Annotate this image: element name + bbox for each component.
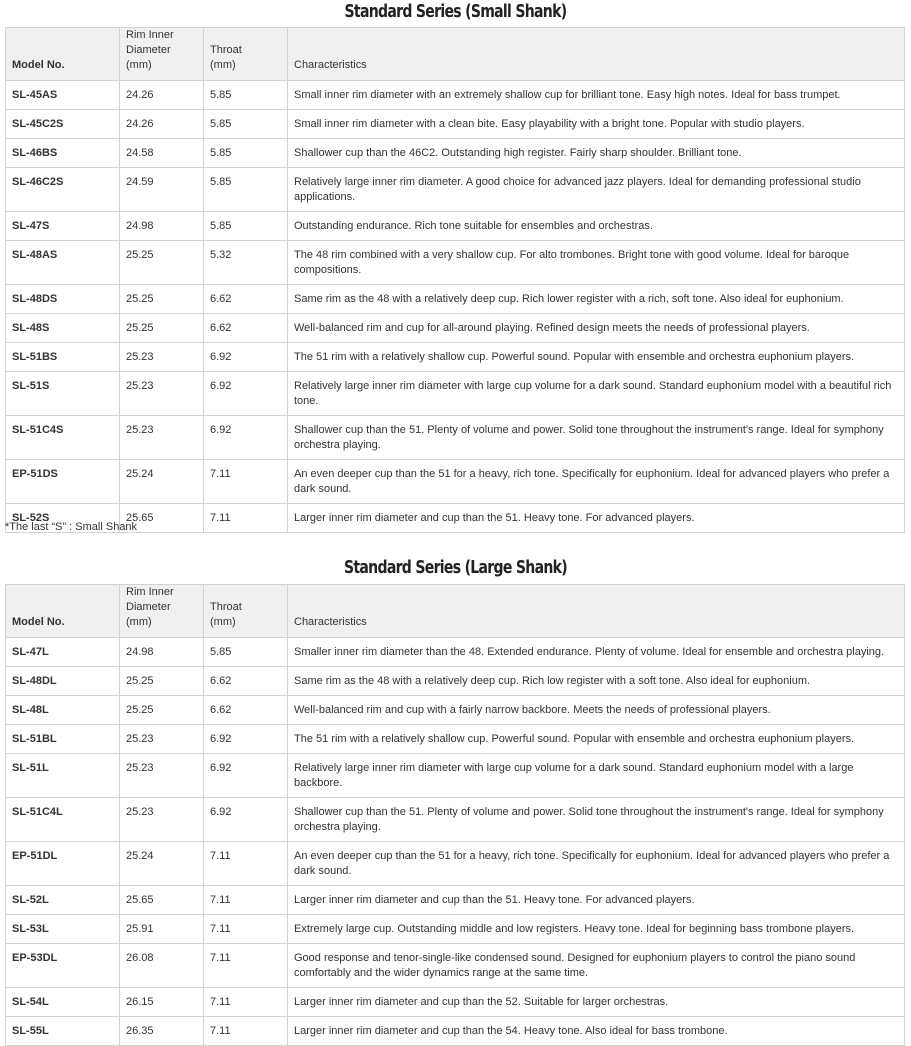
model-cell: SL-47S [6,212,120,241]
rim-diameter-cell: 25.23 [120,343,204,372]
table-row [6,988,905,1017]
characteristics-cell: Larger inner rim diameter and cup than the 52. Suitable for larger orchestras. [288,988,905,1017]
characteristics-cell: Larger inner rim diameter and cup than the 51. Heavy tone. For advanced players. [288,886,905,915]
model-cell: SL-46BS [6,139,120,168]
table-row [6,372,905,416]
model-cell: EP-51DS [6,460,120,504]
model-cell: SL-51C4L [6,798,120,842]
rim-diameter-cell: 24.59 [120,168,204,212]
model-cell: SL-51BL [6,725,120,754]
model-cell: SL-48DL [6,667,120,696]
header-throat-line2: (mm) [210,59,236,71]
rim-diameter-cell: 24.58 [120,139,204,168]
throat-cell: 6.62 [204,696,288,725]
table-row [6,314,905,343]
model-cell: SL-52S [6,504,120,533]
table-row [6,285,905,314]
throat-cell: 5.85 [204,212,288,241]
table-row [6,1017,905,1046]
characteristics-cell: An even deeper cup than the 51 for a heavy, rich tone. Specifically for euphonium. Ideal for advanced players who prefer a dark sound. [288,460,905,504]
header-rim-line1: Rim Inner [126,586,174,598]
table-row [6,81,905,110]
table-row [6,798,905,842]
small-shank-note: *The last “S” : Small Shank [5,521,138,533]
rim-diameter-cell: 24.26 [120,81,204,110]
throat-cell: 7.11 [204,944,288,988]
header-throat [204,28,288,81]
table-row [6,638,905,667]
rim-diameter-cell: 25.25 [120,667,204,696]
characteristics-cell: Shallower cup than the 46C2. Outstanding high register. Fairly sharp shoulder. Brilliant tone. [288,139,905,168]
header-rim-diameter [120,585,204,638]
header-characteristics: Characteristics [288,585,905,638]
characteristics-cell: The 51 rim with a relatively shallow cup. Powerful sound. Popular with ensemble and orchestra euphonium players. [288,725,905,754]
characteristics-cell: Smaller inner rim diameter than the 48. Extended endurance. Plenty of volume. Ideal for ensemble and orchestra playing. [288,638,905,667]
table-row [6,139,905,168]
throat-cell: 5.85 [204,638,288,667]
model-cell: SL-46C2S [6,168,120,212]
characteristics-cell: An even deeper cup than the 51 for a heavy, rich tone. Specifically for euphonium. Ideal for advanced players who prefer a dark sound. [288,842,905,886]
table-row [6,842,905,886]
rim-diameter-cell: 25.25 [120,696,204,725]
table-row [6,696,905,725]
header-throat-line1: Throat [210,601,242,613]
small-shank-table [5,27,905,533]
characteristics-cell: Relatively large inner rim diameter with large cup volume for a dark sound. Standard euphonium model with a beautiful rich tone. [288,372,905,416]
model-cell: SL-47L [6,638,120,667]
rim-diameter-cell: 24.98 [120,212,204,241]
large-shank-rows [6,638,905,1046]
model-cell: SL-48S [6,314,120,343]
rim-diameter-cell: 25.91 [120,915,204,944]
header-rim-line2: Diameter (mm) [126,601,171,628]
throat-cell: 6.62 [204,667,288,696]
header-rim-line1: Rim Inner [126,29,174,41]
throat-cell: 7.11 [204,988,288,1017]
characteristics-cell: The 48 rim combined with a very shallow cup. For alto trombones. Bright tone with good volume. Ideal for baroque compositions. [288,241,905,285]
model-cell: EP-53DL [6,944,120,988]
table-row [6,667,905,696]
characteristics-cell: Well-balanced rim and cup with a fairly narrow backbore. Meets the needs of professional players. [288,696,905,725]
table-header-row [6,28,905,81]
throat-cell: 6.92 [204,372,288,416]
header-throat [204,585,288,638]
model-cell: SL-45C2S [6,110,120,139]
throat-cell: 7.11 [204,886,288,915]
throat-cell: 5.85 [204,110,288,139]
throat-cell: 7.11 [204,504,288,533]
throat-cell: 6.92 [204,343,288,372]
throat-cell: 6.92 [204,754,288,798]
throat-cell: 6.92 [204,416,288,460]
rim-diameter-cell: 26.08 [120,944,204,988]
rim-diameter-cell: 26.35 [120,1017,204,1046]
table-row [6,416,905,460]
characteristics-cell: Shallower cup than the 51. Plenty of volume and power. Solid tone throughout the instrument's range. Ideal for symphony orchestra playing. [288,798,905,842]
rim-diameter-cell: 25.65 [120,886,204,915]
rim-diameter-cell: 26.15 [120,988,204,1017]
small-shank-rows [6,81,905,533]
model-cell: SL-51C4S [6,416,120,460]
table-row [6,212,905,241]
section-title-small-shank: Standard Series (Small Shank) [344,1,567,22]
table-row [6,241,905,285]
throat-cell: 5.85 [204,81,288,110]
section-title-large-shank: Standard Series (Large Shank) [343,557,568,578]
table-row [6,725,905,754]
rim-diameter-cell: 24.98 [120,638,204,667]
large-shank-table [5,584,905,1046]
table-row [6,915,905,944]
characteristics-cell: Well-balanced rim and cup for all-around playing. Refined design meets the needs of professional players. [288,314,905,343]
table-row [6,886,905,915]
throat-cell: 6.62 [204,285,288,314]
model-cell: SL-48L [6,696,120,725]
characteristics-cell: The 51 rim with a relatively shallow cup. Powerful sound. Popular with ensemble and orchestra euphonium players. [288,343,905,372]
rim-diameter-cell: 25.24 [120,460,204,504]
model-cell: SL-51BS [6,343,120,372]
throat-cell: 5.85 [204,168,288,212]
model-cell: SL-48AS [6,241,120,285]
characteristics-cell: Good response and tenor-single-like condensed sound. Designed for euphonium players to control the piano sound comfortably and the wider dynamics range at the same time. [288,944,905,988]
throat-cell: 6.62 [204,314,288,343]
header-rim-diameter [120,28,204,81]
throat-cell: 7.11 [204,460,288,504]
rim-diameter-cell: 25.23 [120,416,204,460]
rim-diameter-cell: 25.23 [120,372,204,416]
rim-diameter-cell: 25.23 [120,725,204,754]
rim-diameter-cell: 25.23 [120,798,204,842]
rim-diameter-cell: 25.25 [120,285,204,314]
header-rim-line2: Diameter (mm) [126,44,171,71]
throat-cell: 5.85 [204,139,288,168]
header-throat-line2: (mm) [210,616,236,628]
throat-cell: 6.92 [204,798,288,842]
characteristics-cell: Small inner rim diameter with an extremely shallow cup for brilliant tone. Easy high notes. Ideal for bass trumpet. [288,81,905,110]
model-cell: EP-51DL [6,842,120,886]
header-model: Model No. [6,585,120,638]
throat-cell: 7.11 [204,915,288,944]
throat-cell: 7.11 [204,1017,288,1046]
characteristics-cell: Same rim as the 48 with a relatively deep cup. Rich low register with a soft tone. Also ideal for euphonium. [288,667,905,696]
model-cell: SL-54L [6,988,120,1017]
throat-cell: 5.32 [204,241,288,285]
header-characteristics: Characteristics [288,28,905,81]
model-cell: SL-51S [6,372,120,416]
characteristics-cell: Shallower cup than the 51. Plenty of volume and power. Solid tone throughout the instrument's range. Ideal for symphony orchestra playing. [288,416,905,460]
characteristics-cell: Larger inner rim diameter and cup than the 54. Heavy tone. Also ideal for bass trombone. [288,1017,905,1046]
header-model: Model No. [6,28,120,81]
model-cell: SL-51L [6,754,120,798]
model-cell: SL-48DS [6,285,120,314]
throat-cell: 6.92 [204,725,288,754]
rim-diameter-cell: 25.65 [120,504,204,533]
rim-diameter-cell: 25.24 [120,842,204,886]
table-row [6,168,905,212]
table-row [6,944,905,988]
table-row [6,460,905,504]
rim-diameter-cell: 24.26 [120,110,204,139]
table-row [6,504,905,533]
header-throat-line1: Throat [210,44,242,56]
model-cell: SL-52L [6,886,120,915]
characteristics-cell: Outstanding endurance. Rich tone suitable for ensembles and orchestras. [288,212,905,241]
table-header-row [6,585,905,638]
throat-cell: 7.11 [204,842,288,886]
model-cell: SL-55L [6,1017,120,1046]
rim-diameter-cell: 25.25 [120,241,204,285]
characteristics-cell: Larger inner rim diameter and cup than the 51. Heavy tone. For advanced players. [288,504,905,533]
model-cell: SL-45AS [6,81,120,110]
table-row [6,754,905,798]
characteristics-cell: Relatively large inner rim diameter with large cup volume for a dark sound. Standard euphonium model with a large backbore. [288,754,905,798]
characteristics-cell: Same rim as the 48 with a relatively deep cup. Rich lower register with a rich, soft tone. Also ideal for euphonium. [288,285,905,314]
table-row [6,343,905,372]
characteristics-cell: Extremely large cup. Outstanding middle and low registers. Heavy tone. Ideal for beginning bass trombone players. [288,915,905,944]
model-cell: SL-53L [6,915,120,944]
characteristics-cell: Relatively large inner rim diameter. A good choice for advanced jazz players. Ideal for demanding professional studio applications. [288,168,905,212]
rim-diameter-cell: 25.23 [120,754,204,798]
rim-diameter-cell: 25.25 [120,314,204,343]
characteristics-cell: Small inner rim diameter with a clean bite. Easy playability with a bright tone. Popular with studio players. [288,110,905,139]
table-row [6,110,905,139]
